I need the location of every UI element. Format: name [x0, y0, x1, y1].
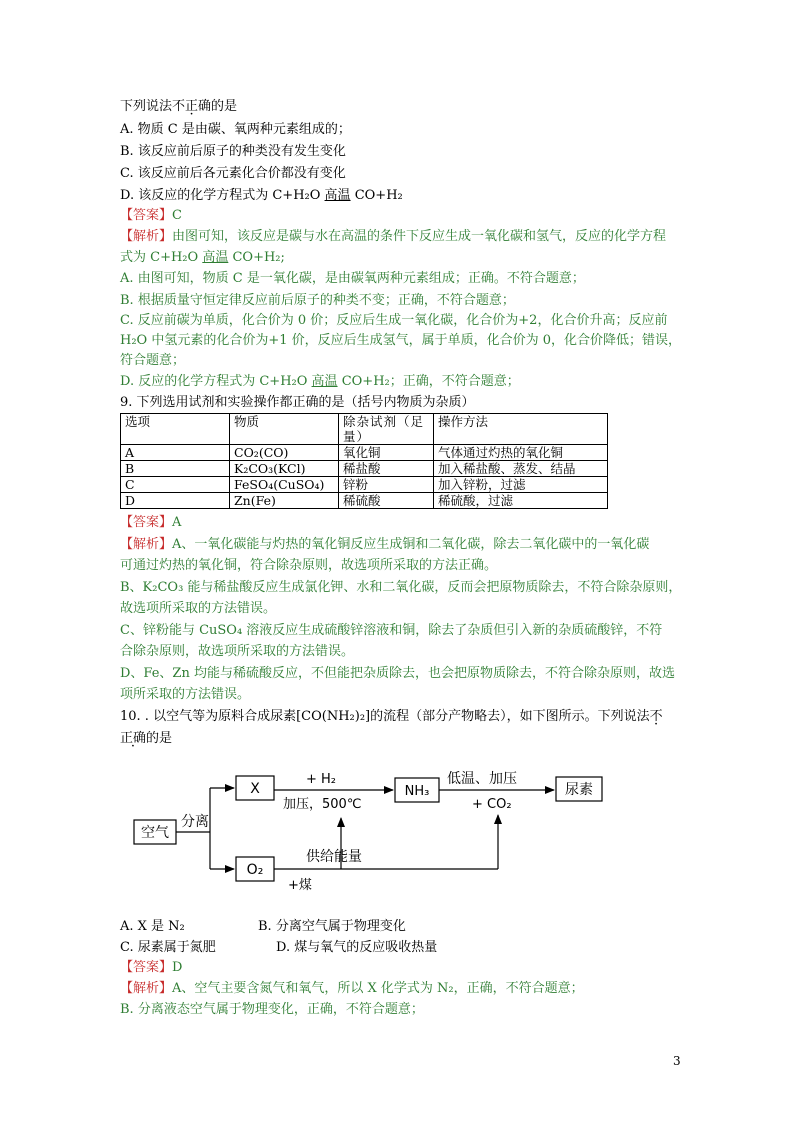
emphasis-text: 正确	[120, 731, 147, 746]
q8-explanation-line2: 式为 C+H₂O 高温 CO+H₂;	[120, 250, 285, 265]
q8-explanation-c1: C. 反应前碳为单质，化合价为 0 价；反应后生成一氧化碳，化合价为+2，化合价升高；反应前	[120, 313, 668, 328]
table-cell: 气体通过灼热的氧化铜	[434, 445, 608, 461]
table-cell: C	[121, 477, 230, 493]
q9-explanation-c2: 合除杂原则，故选项所采取的方法错误。	[120, 644, 355, 659]
table-header: 操作方法	[434, 414, 608, 445]
q10-stem-line2: 正确的是	[120, 731, 173, 746]
q9-explanation-a1: 【解析】A、一氧化碳能与灼热的氧化铜反应生成铜和二氧化碳，除去二氧化碳中的一氧化碳	[120, 537, 650, 552]
label-h2: + H₂	[306, 772, 337, 787]
label-urea: 尿素	[565, 782, 593, 798]
table-header: 除杂试剂（足量）	[339, 414, 434, 445]
q8-explanation-b: B. 根据质量守恒定律反应前后原子的种类不变；正确，不符合题意；	[120, 293, 515, 308]
table-cell: 稀硫酸，过滤	[434, 493, 608, 509]
q10-answer: 【答案】D	[120, 960, 183, 975]
table-cell: A	[121, 445, 230, 461]
q10-stem-line1: 10. . 以空气等为原料合成尿素[CO(NH₂)₂]的流程（部分产物略去），如下图所示。下列说法不	[120, 709, 663, 724]
label-separate: 分离	[181, 814, 209, 830]
label-condition-1: 加压，500℃	[283, 797, 362, 812]
q10-explanation-b: B. 分离液态空气属于物理变化，正确，不符合题意；	[120, 1002, 424, 1017]
label-air: 空气	[141, 825, 169, 841]
page-number: 3	[673, 1054, 681, 1068]
table-cell: K₂CO₃(KCl)	[230, 461, 339, 477]
table-header: 物质	[230, 414, 339, 445]
q10-option-b: B. 分离空气属于物理变化	[258, 919, 406, 934]
label-o2: O₂	[246, 862, 264, 878]
q8-explanation-a: A. 由图可知，物质 C 是一氧化碳，是由碳氧两种元素组成；正确。不符合题意；	[120, 271, 585, 286]
q9-explanation-b1: B、K₂CO₃ 能与稀盐酸反应生成氯化钾、水和二氧化碳，反而会把原物质除去，不符合除杂原则，	[120, 580, 682, 595]
table-cell: CO₂(CO)	[230, 445, 339, 461]
q9-stem: 9. 下列选用试剂和实验操作都正确的是（括号内物质为杂质）	[120, 395, 475, 410]
table-cell: B	[121, 461, 230, 477]
label-nh3: NH₃	[404, 784, 430, 799]
table-cell: 加入锌粉，过滤	[434, 477, 608, 493]
label-energy: 供给能量	[306, 849, 362, 865]
q9-explanation-a2: 可通过灼热的氧化铜，符合除杂原则，故选项所采取的方法正确。	[120, 558, 498, 573]
q8-stem: 下列说法不正确的是	[120, 99, 238, 114]
emphasis-text: 不	[649, 709, 663, 724]
q10-explanation-a: 【解析】A、空气主要含氮气和氧气，所以 X 化学式为 N₂，正确，不符合题意；	[120, 981, 584, 996]
table-cell: 加入稀盐酸、蒸发、结晶	[434, 461, 608, 477]
q8-answer: 【答案】C	[120, 208, 182, 223]
table-header: 选项	[121, 414, 230, 445]
q8-explanation-c2: H₂O 中氢元素的化合价为+1 价，反应后生成氢气，属于单质，化合价为 0，化合价降低；错误，	[120, 333, 682, 348]
q8-explanation-line1: 【解析】由图可知，该反应是碳与水在高温的条件下反应生成一氧化碳和氢气，反应的化学方程	[120, 229, 667, 244]
q8-explanation-d: D. 反应的化学方程式为 C+H₂O 高温 CO+H₂；正确，不符合题意；	[120, 374, 520, 389]
table-cell: 稀盐酸	[339, 461, 434, 477]
label-co2: + CO₂	[472, 797, 512, 812]
label-coal: +煤	[288, 878, 312, 893]
q8-explanation-c3: 符合题意；	[120, 353, 186, 368]
label-x: X	[250, 781, 260, 797]
q10-option-a: A. X 是 N₂	[120, 919, 185, 934]
q9-explanation-d2: 项所采取的方法错误。	[120, 687, 251, 702]
q9-explanation-b2: 故选项所采取的方法错误。	[120, 601, 277, 616]
q8-option-b: B. 该反应前后原子的种类没有发生变化	[120, 144, 346, 159]
q10-option-c: C. 尿素属于氮肥	[120, 940, 216, 955]
table-cell: 稀硫酸	[339, 493, 434, 509]
table-cell: FeSO₄(CuSO₄)	[230, 477, 339, 493]
emphasis-text: 不正确	[172, 99, 212, 114]
q8-option-a: A. 物质 C 是由碳、氧两种元素组成的；	[120, 122, 351, 137]
table-cell: 锌粉	[339, 477, 434, 493]
q9-explanation-c1: C、锌粉能与 CuSO₄ 溶液反应生成硫酸锌溶液和铜，除去了杂质但引入新的杂质硫酸锌，不符	[120, 623, 663, 638]
table-cell: 氧化铜	[339, 445, 434, 461]
q9-answer: 【答案】A	[120, 515, 182, 530]
q8-option-c: C. 该反应前后各元素化合价都没有变化	[120, 166, 346, 181]
q10-option-d: D. 煤与氧气的反应吸收热量	[276, 940, 438, 955]
table-cell: D	[121, 493, 230, 509]
q9-explanation-d1: D、Fe、Zn 均能与稀硫酸反应，不但能把杂质除去，也会把原物质除去，不符合除杂原则，故选	[120, 666, 675, 681]
q8-option-d: D. 该反应的化学方程式为 C+H₂O 高温 CO+H₂	[120, 188, 403, 203]
table-cell: Zn(Fe)	[230, 493, 339, 509]
label-condition-2: 低温、加压	[447, 771, 517, 787]
